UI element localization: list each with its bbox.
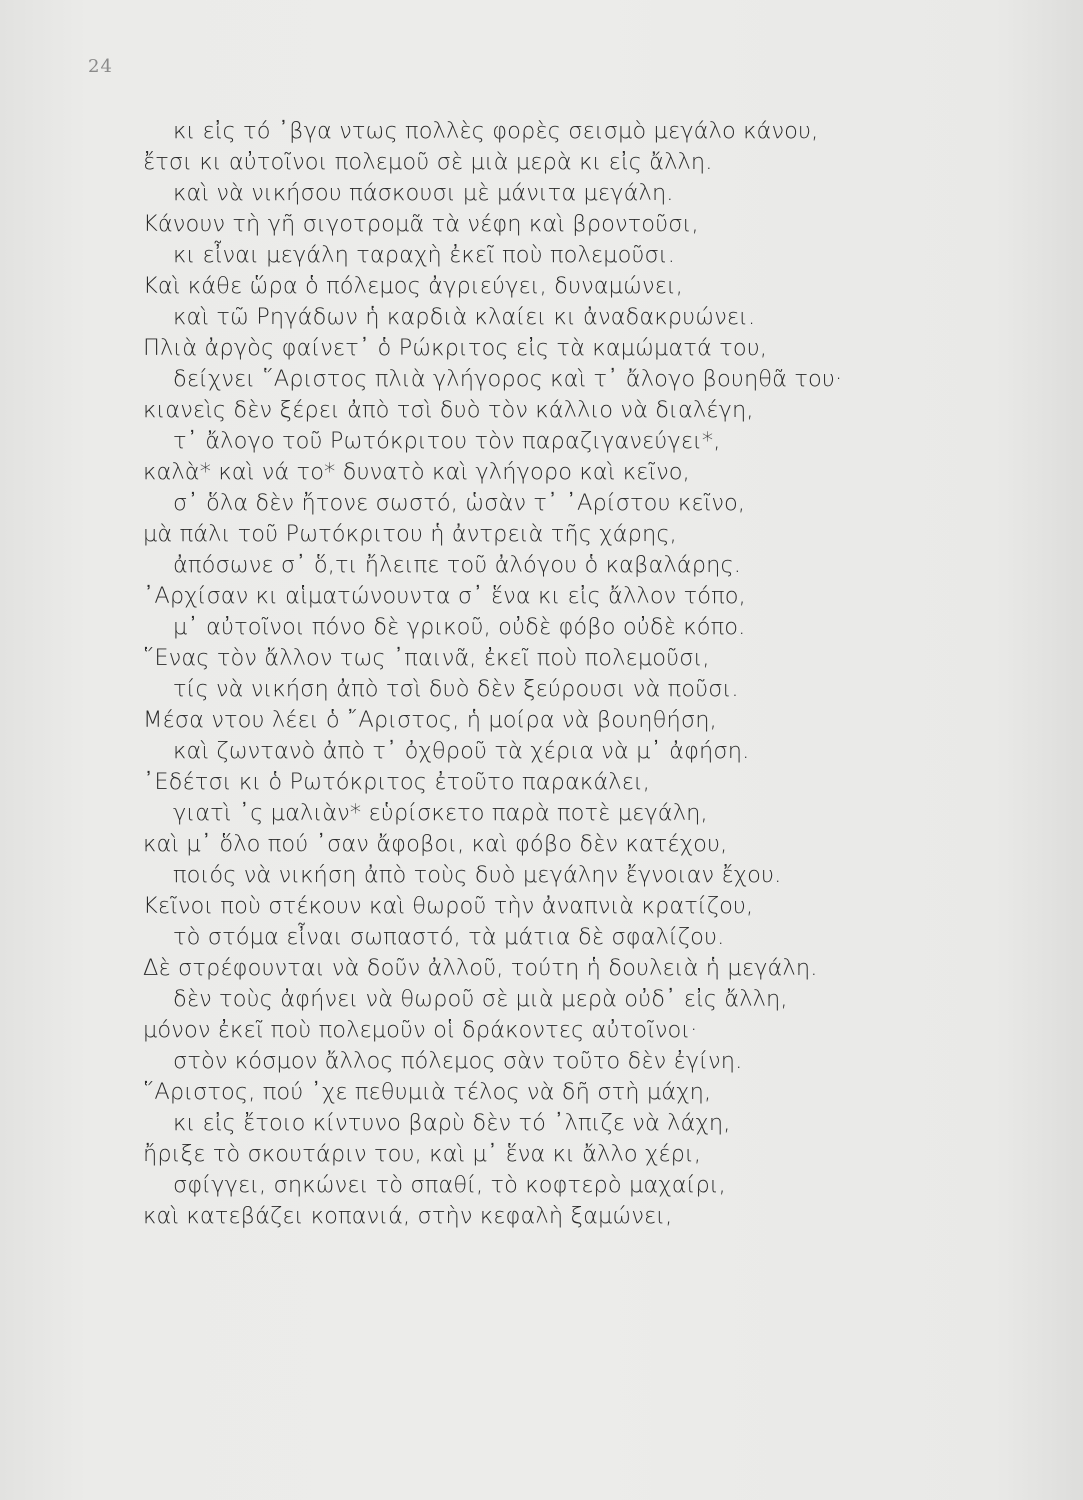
verse-line: ἔτσι κι αὐτοῖνοι πολεμοῦ σὲ μιὰ μερὰ κι εἰς ἄλλη. [143,149,713,175]
verse-line: Μέσα ντου λέει ὁ ῎Αριστος, ἡ μοίρα νὰ βουηθήση, [143,707,717,733]
verse-line: ῞Ενας τὸν ἄλλον τως ᾿παινᾶ, ἐκεῖ ποὺ πολεμοῦσι, [143,645,710,671]
verse-line: ἤριξε τὸ σκουτάριν του, καὶ μ᾿ ἕνα κι ἄλλο χέρι, [143,1141,702,1167]
verse-line: ᾿Αρχίσαν κι αἱματώνουντα σ᾿ ἕνα κι εἰς ἄλλον τόπο, [143,583,746,609]
verse-line: ποιός νὰ νικήση ἀπὸ τοὺς δυὸ μεγάλην ἔγνοιαν ἔχου. [173,862,782,888]
verse-line: ᾿Εδέτσι κι ὁ Ρωτόκριτος ἐτοῦτο παρακάλει, [143,769,651,795]
verse-line: καλὰ* καὶ νά το* δυνατὸ καὶ γλήγορο καὶ κεῖνο, [143,459,690,485]
verse-line: Κεῖνοι ποὺ στέκουν καὶ θωροῦ τὴν ἀναπνιὰ κρατίζου, [143,893,754,919]
verse-line: τὸ στόμα εἶναι σωπαστό, τὰ μάτια δὲ σφαλίζου. [173,924,725,950]
verse-line: κι εἰς ἔτοιο κίντυνο βαρὺ δὲν τό ᾿λπιζε νὰ λάχη, [173,1110,731,1136]
verse-line: Δὲ στρέφουνται νὰ δοῦν ἀλλοῦ, τούτη ἡ δουλειὰ ἡ μεγάλη. [143,955,818,981]
verse-line: σφίγγει, σηκώνει τὸ σπαθί, τὸ κοφτερὸ μαχαίρι, [173,1172,726,1198]
page-number: 24 [88,56,113,77]
verse-line: καὶ νὰ νικήσου πάσκουσι μὲ μάνιτα μεγάλη. [173,180,674,206]
verse-line: καὶ κατεβάζει κοπανιά, στὴν κεφαλὴ ξαμώνει, [143,1203,673,1229]
poem-text [143,116,1063,1232]
verse-line: τ᾿ ἄλογο τοῦ Ρωτόκριτου τὸν παραζιγανεύγει*, [173,428,721,454]
verse-line: μὰ πάλι τοῦ Ρωτόκριτου ἡ ἀντρειὰ τῆς χάρης, [143,521,677,547]
verse-line: μ᾿ αὐτοῖνοι πόνο δὲ γρικοῦ, οὐδὲ φόβο οὐδὲ κόπο. [173,614,746,640]
verse-line: κιανεὶς δὲν ξέρει ἀπὸ τσὶ δυὸ τὸν κάλλιο νὰ διαλέγη, [143,397,754,423]
verse-line: Κάνουν τὴ γῆ σιγοτρομᾶ τὰ νέφη καὶ βροντοῦσι, [143,211,699,237]
verse-line: κι εἰς τό ᾿βγα ντως πολλὲς φορὲς σεισμὸ μεγάλο κάνου, [173,118,819,144]
verse-line: ἀπόσωνε σ᾿ ὅ,τι ἤλειπε τοῦ ἀλόγου ὁ καβαλάρης. [173,552,742,578]
verse-line: γιατὶ ᾿ς μαλιὰν* εὑρίσκετο παρὰ ποτὲ μεγάλη, [173,800,708,826]
verse-line: δείχνει ῞Αριστος πλιὰ γλήγορος καὶ τ᾿ ἄλογο βουηθᾶ του· [173,366,843,392]
verse-line: κι εἶναι μεγάλη ταραχὴ ἐκεῖ ποὺ πολεμοῦσι. [173,242,675,268]
verse-line: καὶ μ᾿ ὅλο πού ᾿σαν ἄφοβοι, καὶ φόβο δὲν κατέχου, [143,831,728,857]
verse-line: ῞Αριστος, πού ᾿χε πεθυμιὰ τέλος νὰ δῆ στὴ μάχη, [143,1079,712,1105]
verse-line: Καὶ κάθε ὥρα ὁ πόλεμος ἀγριεύγει, δυναμώνει, [143,273,684,299]
verse-line: καὶ τῶ Ρηγάδων ἡ καρδιὰ κλαίει κι ἀναδακρυώνει. [173,304,756,330]
verse-line: καὶ ζωντανὸ ἀπὸ τ᾿ ὀχθροῦ τὰ χέρια νὰ μ᾿ ἀφήση. [173,738,750,764]
verse-line: στὸν κόσμον ἄλλος πόλεμος σὰν τοῦτο δὲν ἐγίνη. [173,1048,743,1074]
verse-line: σ᾿ ὅλα δὲν ἤτονε σωστό, ὡσὰν τ᾿ ᾿Αρίστου κεῖνο, [173,490,746,516]
verse-line: μόνον ἐκεῖ ποὺ πολεμοῦν οἱ δράκοντες αὐτοῖνοι· [143,1017,698,1043]
verse-line: δὲν τοὺς ἀφήνει νὰ θωροῦ σὲ μιὰ μερὰ οὐδ᾿ εἰς ἄλλη, [173,986,788,1012]
verse-line: Πλιὰ ἀργὸς φαίνετ᾿ ὁ Ρώκριτος εἰς τὰ καμώματά του, [143,335,768,361]
verse-line: τίς νὰ νικήση ἀπὸ τσὶ δυὸ δὲν ξεύρουσι νὰ ποῦσι. [173,676,739,702]
